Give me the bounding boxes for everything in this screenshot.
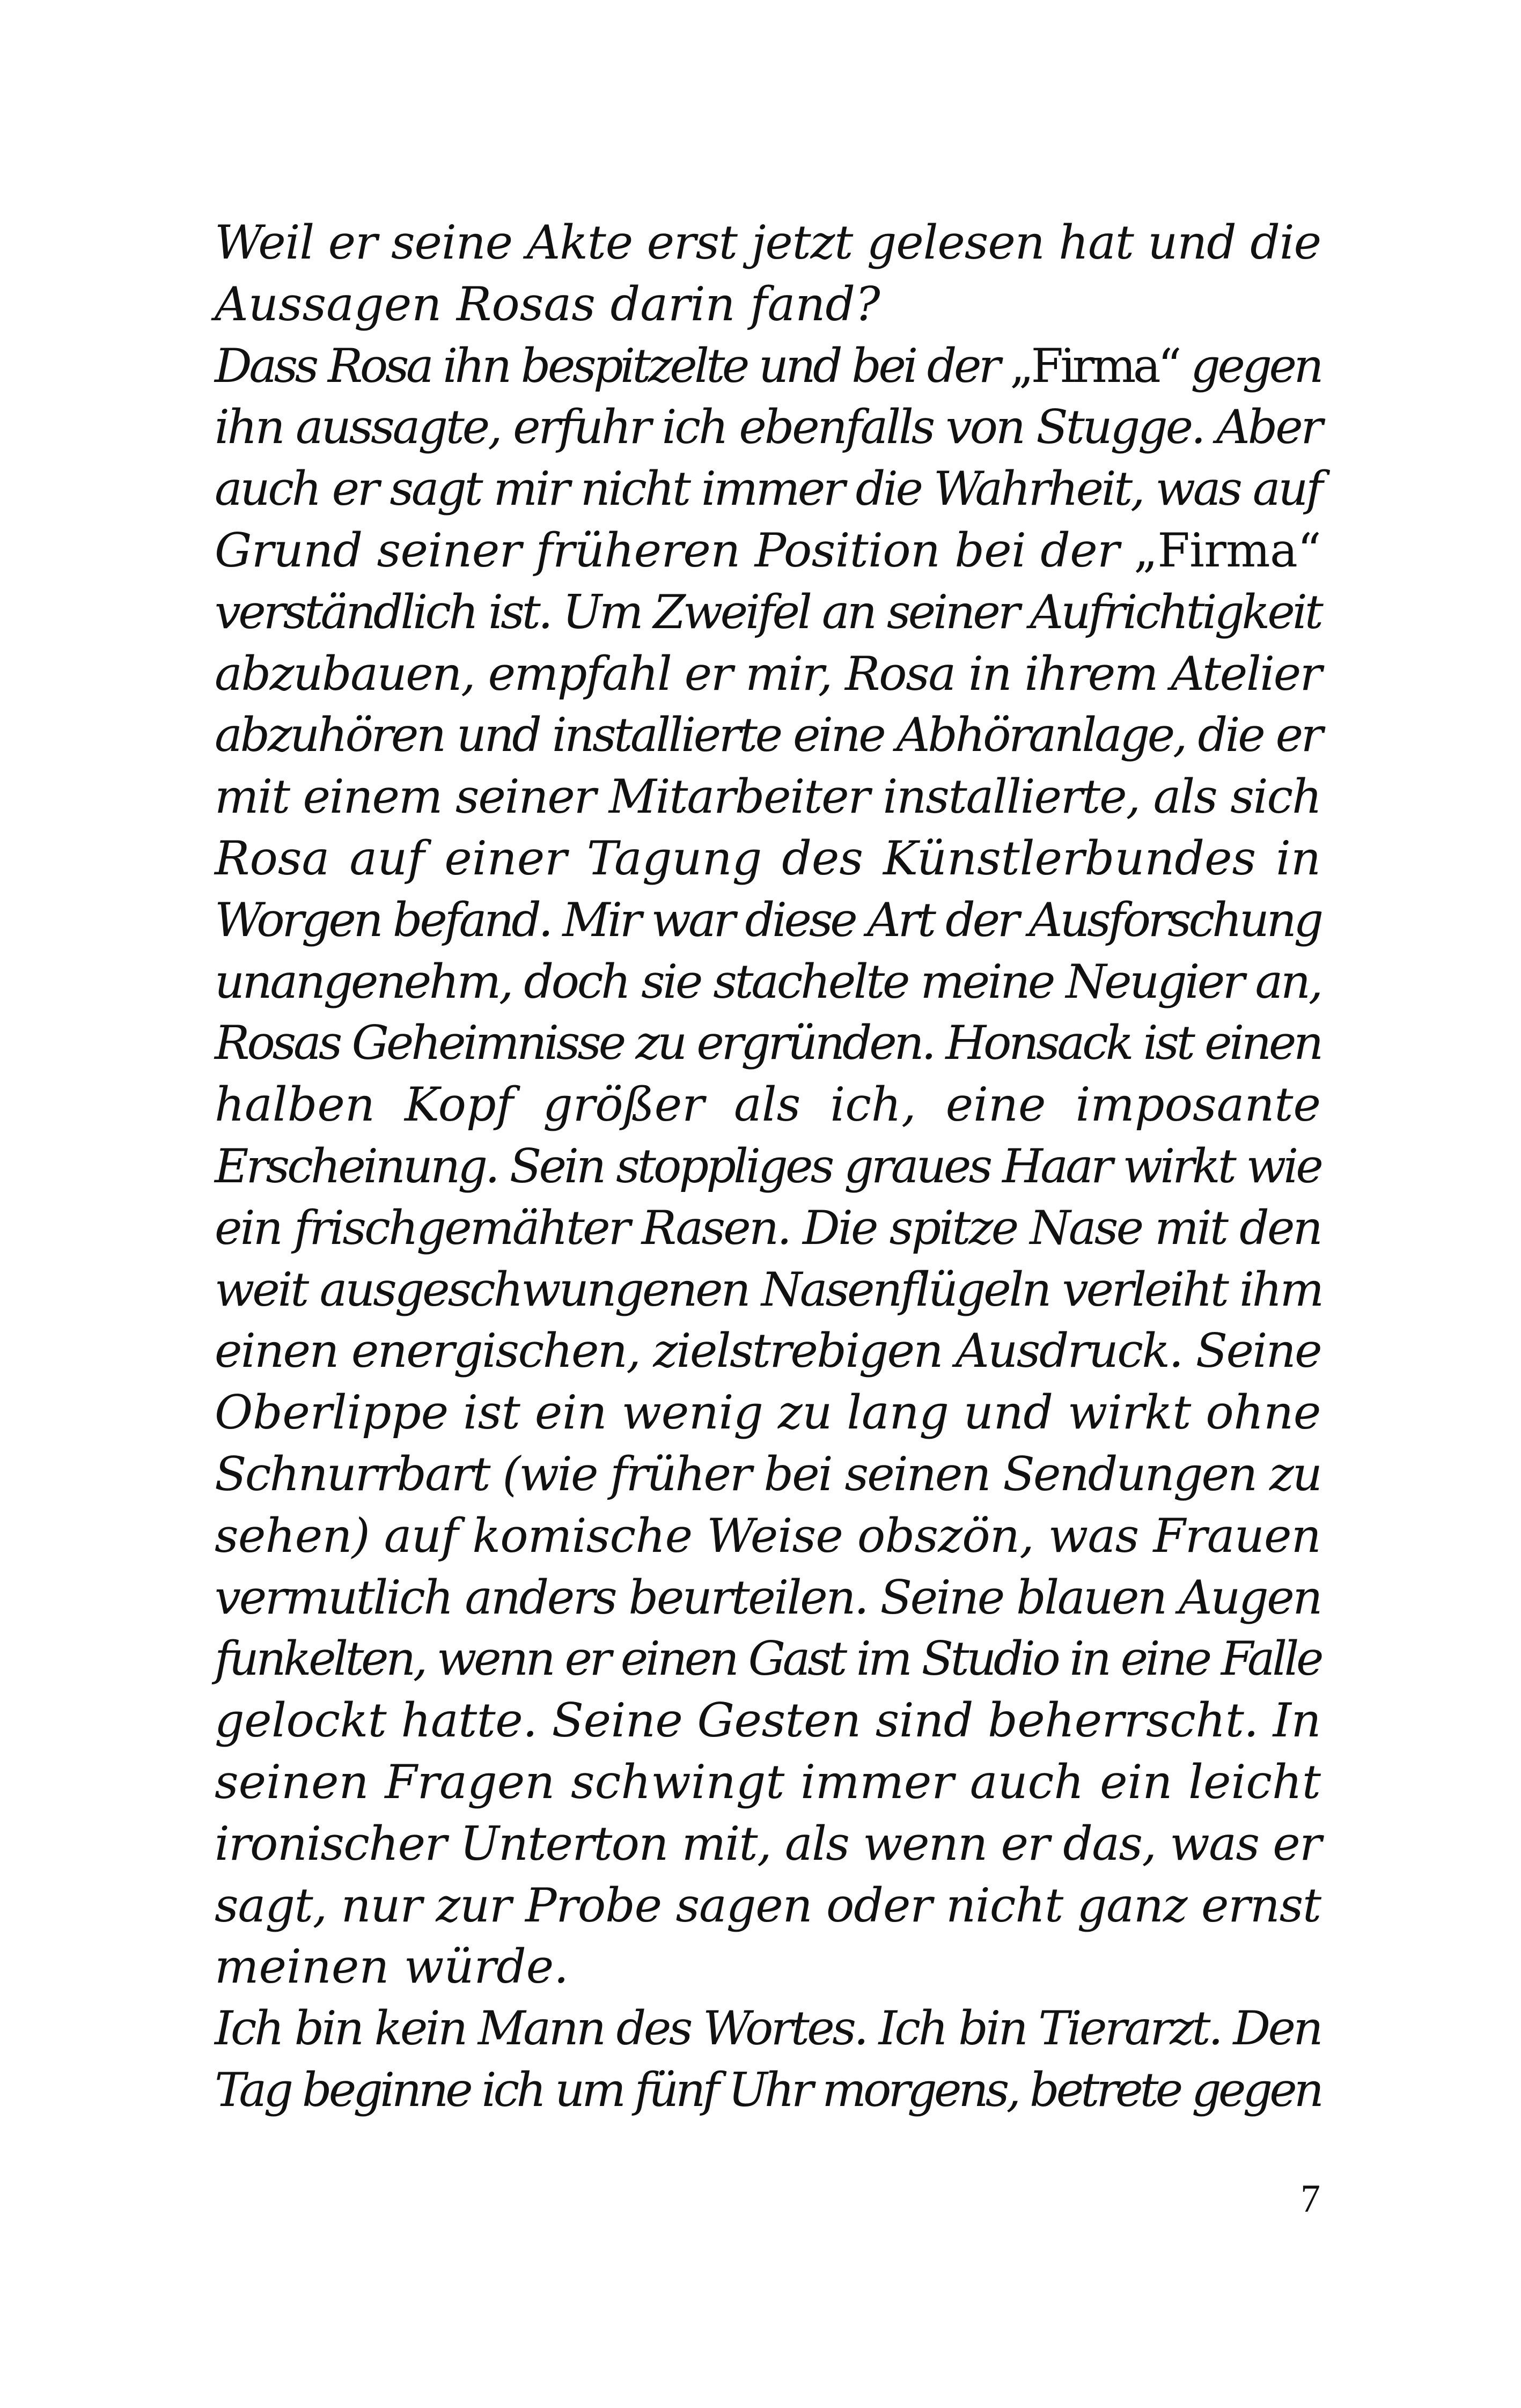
text-line [215,828,1321,889]
text-segment: Rosas Geheimnisse zu ergründen. Honsack ist einen [215,1015,1321,1071]
text-segment: Erscheinung. Sein stoppliges graues Haar wirkt wie [215,1138,1321,1194]
text-segment: sagt, nur zur Probe sagen oder nicht ganz ernst [215,1877,1321,1933]
text-segment: halben Kopf größer als ich, eine imposante [215,1077,1321,1132]
text-segment: ironischer Unterton mit, als wenn er das, was er [215,1816,1321,1871]
text-line [215,1320,1321,1382]
text-line [215,458,1321,520]
text-line [215,1197,1321,1259]
text-segment: gegen [1179,338,1321,393]
text-segment: Schnurrbart (wie früher bei seinen Sendungen zu [215,1446,1321,1501]
text-segment: ihn aussagte, erfuhr ich ebenfalls von Stugge. Aber [215,400,1321,455]
text-segment: Dass Rosa ihn bespitzelte und bei der [215,338,1010,393]
text-line [215,1813,1321,1875]
text-segment: weit ausgeschwungenen Nasenflügeln verleiht ihm [215,1262,1322,1317]
text-line [215,1505,1321,1567]
quoted-term: „Firma“ [1134,522,1321,578]
body-text [215,212,1321,2121]
text-line [215,704,1321,766]
text-segment: einen energischen, zielstrebigen Ausdruck. Seine [215,1323,1321,1379]
text-line [215,643,1321,705]
text-line [215,520,1321,581]
text-line [215,1259,1321,1321]
text-segment: Aussagen Rosas darin fand? [215,276,880,332]
text-line [215,1875,1321,1936]
quoted-term: „Firma“ [1010,338,1179,393]
text-segment: Weil er seine Akte erst jetzt gelesen hat und die [215,215,1321,270]
text-line [215,581,1321,643]
text-segment: Grund seiner früheren Position bei der [215,522,1134,578]
text-line [215,335,1321,397]
text-segment: mit einem seiner Mitarbeiter installierte, als sich [215,769,1321,824]
text-segment: unangenehm, doch sie stachelte meine Neugier an, [215,954,1321,1009]
text-segment: vermutlich anders beurteilen. Seine blauen Augen [215,1570,1321,1625]
text-line [215,1136,1321,1197]
text-segment: Tag beginne ich um fünf Uhr morgens, betrete gegen [215,2062,1321,2117]
text-segment: Rosa auf einer Tagung des Künstlerbundes in [215,830,1321,886]
text-segment: verständlich ist. Um Zweifel an seiner Aufrichtigkeit [215,584,1321,639]
text-segment: gelockt hatte. Seine Gesten sind beherrscht. In [215,1693,1321,1748]
text-line [215,396,1321,458]
text-line [215,2059,1321,2121]
text-segment: funkelten, wenn er einen Gast im Studio in eine Falle [215,1631,1321,1687]
text-segment: ein frischgemähter Rasen. Die spitze Nase mit den [215,1200,1321,1255]
text-segment: abzubauen, empfahl er mir, Rosa in ihrem Atelier [215,646,1321,701]
text-line [215,1567,1321,1629]
text-segment: auch er sagt mir nicht immer die Wahrheit, was auf [215,461,1321,517]
text-line [215,212,1321,274]
text-line [215,1628,1321,1690]
text-segment: sehen) auf komische Weise obszön, was Frauen [215,1508,1321,1563]
text-line [215,1936,1321,1998]
text-line [215,766,1321,828]
text-line [215,1074,1321,1136]
text-segment: Oberlippe ist ein wenig zu lang und wirkt ohne [215,1385,1321,1440]
text-line [215,1012,1321,1074]
text-segment: meinen würde. [215,1939,569,1994]
text-line [215,1751,1321,1813]
text-line [215,1998,1321,2059]
text-line [215,1382,1321,1444]
text-segment: abzuhören und installierte eine Abhöranlage, die er [215,708,1321,763]
text-line [215,1690,1321,1751]
text-line [215,274,1321,335]
text-line [215,951,1321,1013]
text-line [215,889,1321,951]
text-segment: seinen Fragen schwingt immer auch ein leicht [215,1754,1321,1809]
text-line [215,1444,1321,1505]
text-segment: Ich bin kein Mann des Wortes. Ich bin Tierarzt. Den [215,2001,1321,2056]
text-segment: Worgen befand. Mir war diese Art der Ausforschung [215,892,1321,947]
page-number: 7 [1300,2177,1320,2221]
